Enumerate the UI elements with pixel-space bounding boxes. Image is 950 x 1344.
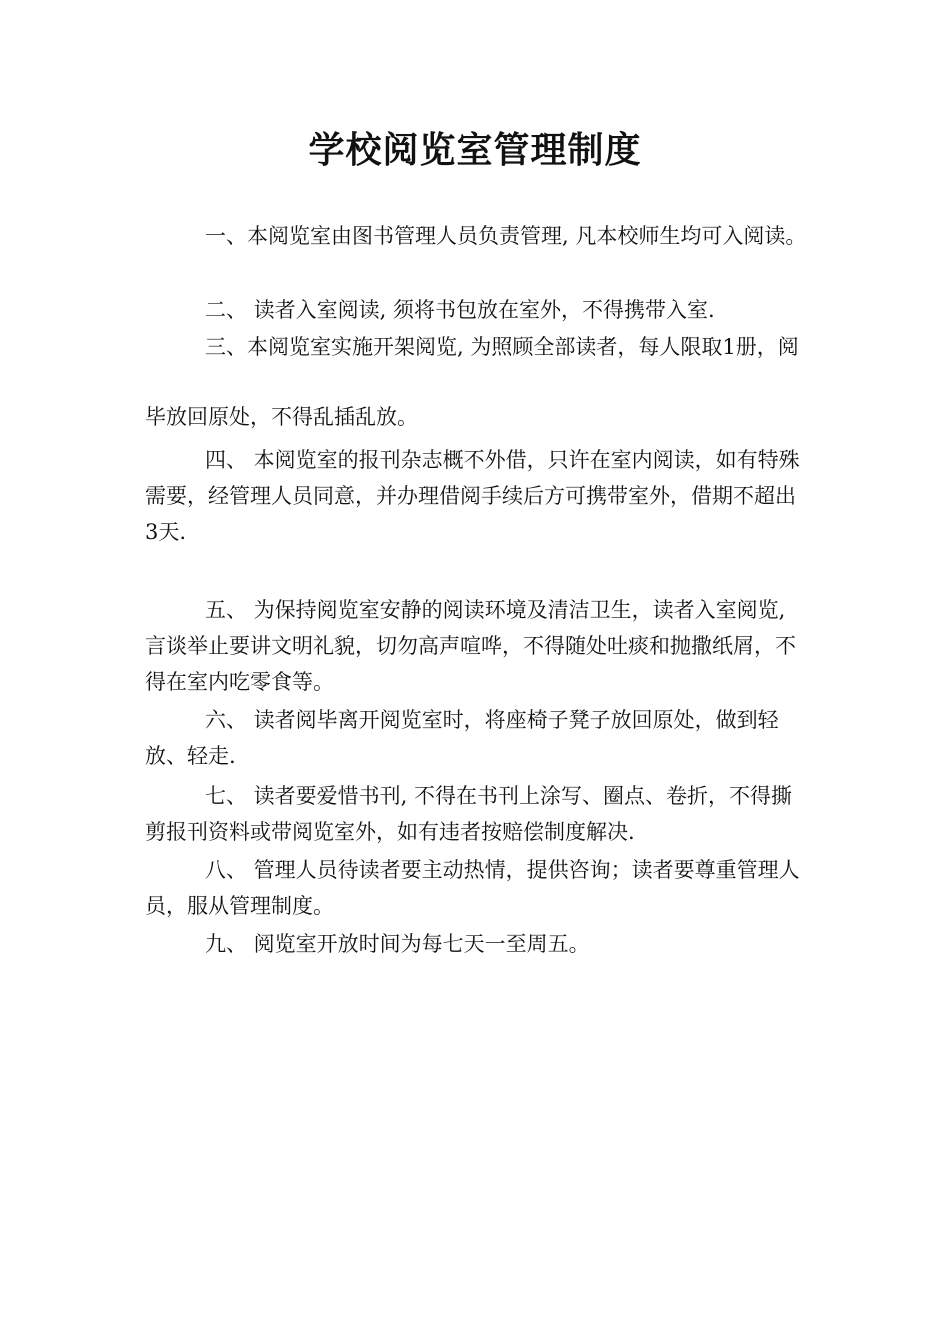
document-title: 学校阅览室管理制度 xyxy=(308,129,642,171)
rule-paragraph-7: 七、 读者要爱惜书刊, 不得在书刊上涂写、圈点、卷折，不得撕剪报刊资料或带阅览室外，如有违者按赔偿制度解决. xyxy=(145,784,793,844)
rule-paragraph-2: 二、 读者入室阅读, 须将书包放在室外，不得携带入室. xyxy=(205,298,715,322)
rule-paragraph-4: 四、 本阅览室的报刊杂志概不外借，只许在室内阅读，如有特殊需要，经管理人员同意，并办理借阅手续后方可携带室外，借期不超出3天. xyxy=(145,448,800,544)
rule-paragraph-9: 九、 阅览室开放时间为每七天一至周五。 xyxy=(205,932,590,956)
rule-paragraph-3: 三、本阅览室实施开架阅览, 为照顾全部读者，每人限取1册，阅毕放回原处，不得乱插乱放。 xyxy=(145,335,799,429)
rule-paragraph-5: 五、 为保持阅览室安静的阅读环境及清洁卫生，读者入室阅览, 言谈举止要讲文明礼貌，切勿高声喧哗，不得随处吐痰和抛撒纸屑，不得在室内吃零食等。 xyxy=(145,598,796,694)
rule-paragraph-8: 八、 管理人员待读者要主动热情，提供咨询；读者要尊重管理人员，服从管理制度。 xyxy=(145,858,800,918)
rule-paragraph-1: 一、本阅览室由图书管理人员负责管理, 凡本校师生均可入阅读。 xyxy=(205,224,807,248)
rule-paragraph-6: 六、 读者阅毕离开阅览室时，将座椅子凳子放回原处，做到轻放、轻走. xyxy=(145,708,779,768)
